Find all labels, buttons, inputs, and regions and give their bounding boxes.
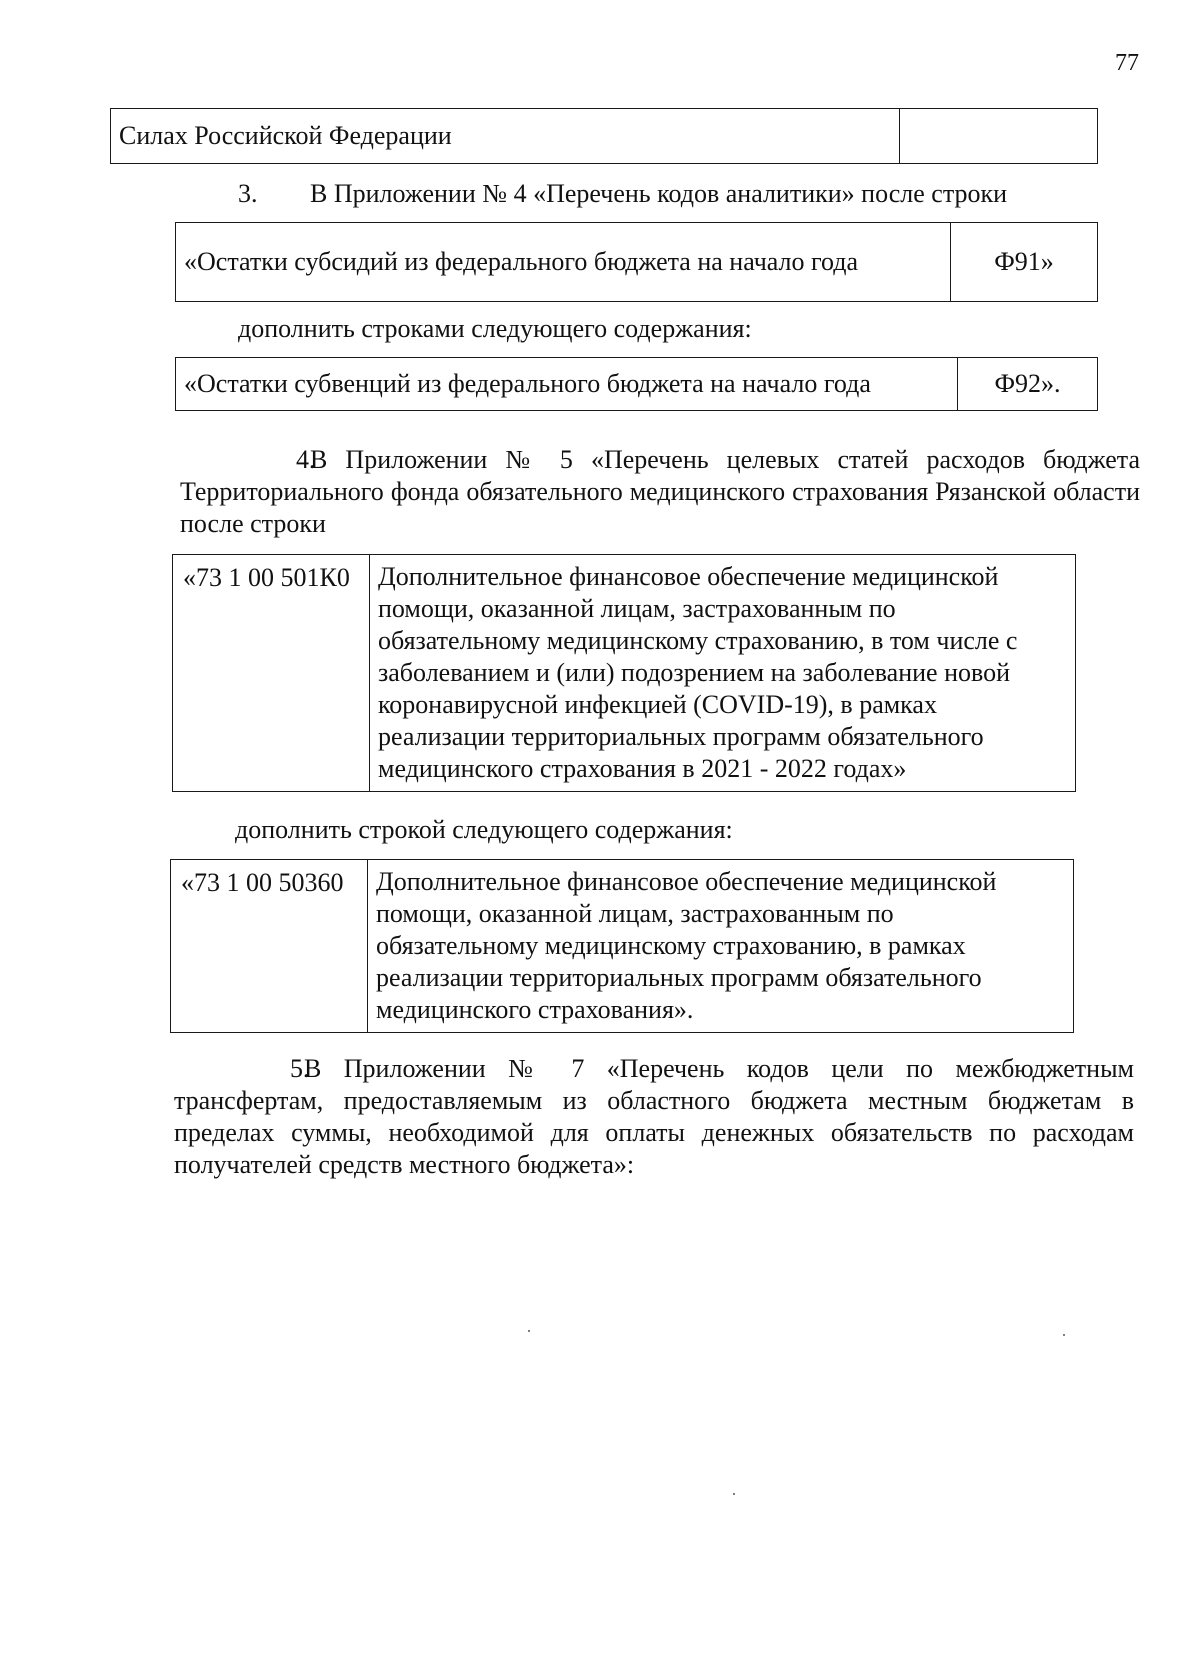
- table-cell-description: [370, 555, 1076, 792]
- table-cell-text: «Остатки субсидий из федерального бюджета на начало года: [176, 223, 951, 302]
- item-text: В Приложении № 7 «Перечень кодов цели по межбюджетным трансфертам, предоставляемым из областного бюджета местным бюджетам в пределах суммы, необходимой для оплаты денежных обязательств по расходам получателей средств местного бюджета»:: [174, 1054, 1134, 1179]
- page-number: 77: [1115, 50, 1139, 76]
- item-5-paragraph: [174, 1053, 1134, 1181]
- description-line: реализации территориальных программ обязательного: [376, 963, 982, 992]
- table-cell-text: «Остатки субвенций из федерального бюджета на начало года: [176, 358, 958, 411]
- target-article-table-new: [170, 859, 1074, 1033]
- table-cell-code: Ф91»: [951, 223, 1098, 302]
- table-cell-code: Ф92».: [958, 358, 1098, 411]
- continuation-table: [110, 108, 1098, 164]
- item-number: 5.: [290, 1054, 310, 1083]
- description-line: помощи, оказанной лицам, застрахованным по: [376, 899, 894, 928]
- description-line: медицинского страхования».: [376, 995, 694, 1024]
- table-cell-description: [368, 860, 1074, 1033]
- description-line: обязательному медицинскому страхованию, в том числе с: [378, 626, 1018, 655]
- description-line: обязательному медицинскому страхованию, в рамках: [376, 931, 966, 960]
- table-cell-code: «73 1 00 501К0: [173, 555, 370, 792]
- description-line: Дополнительное финансовое обеспечение медицинской: [378, 562, 999, 591]
- table-row: [176, 223, 1098, 302]
- description-line: помощи, оказанной лицам, застрахованным по: [378, 594, 896, 623]
- item-4-paragraph: [180, 444, 1140, 540]
- table-row: [171, 860, 1074, 1033]
- scan-speck: [733, 1493, 735, 1495]
- description-line: заболеванием и (или) подозрением на заболевание новой: [378, 658, 1010, 687]
- table-cell-text: Силах Российской Федерации: [111, 109, 900, 164]
- table-cell-code: «73 1 00 50360: [171, 860, 368, 1033]
- item-text: В Приложении № 5 «Перечень целевых статей расходов бюджета Территориального фонда обязательного медицинского страхования Рязанской области после строки: [180, 445, 1140, 538]
- item-text: В Приложении № 4 «Перечень кодов аналитики» после строки: [310, 179, 1008, 208]
- table-row: [176, 358, 1098, 411]
- analytics-code-table-new: [175, 357, 1098, 411]
- description-line: медицинского страхования в 2021 - 2022 годах»: [378, 754, 907, 783]
- add-row-paragraph: дополнить строкой следующего содержания:: [235, 815, 733, 844]
- table-row: [173, 555, 1076, 792]
- table-cell-code: [900, 109, 1098, 164]
- description-line: реализации территориальных программ обязательного: [378, 722, 984, 751]
- analytics-code-table-old: [175, 222, 1098, 302]
- add-rows-paragraph: дополнить строками следующего содержания:: [238, 314, 752, 343]
- description-line: коронавирусной инфекцией (COVID-19), в рамках: [378, 690, 937, 719]
- item-number: 4.: [296, 445, 316, 474]
- target-article-table-old: [172, 554, 1076, 792]
- item-number: 3.: [238, 179, 258, 208]
- item-3-paragraph: [238, 178, 1098, 210]
- table-row: [111, 109, 1098, 164]
- scan-speck: [528, 1330, 530, 1332]
- description-line: Дополнительное финансовое обеспечение медицинской: [376, 867, 997, 896]
- scan-speck: [1063, 1334, 1065, 1336]
